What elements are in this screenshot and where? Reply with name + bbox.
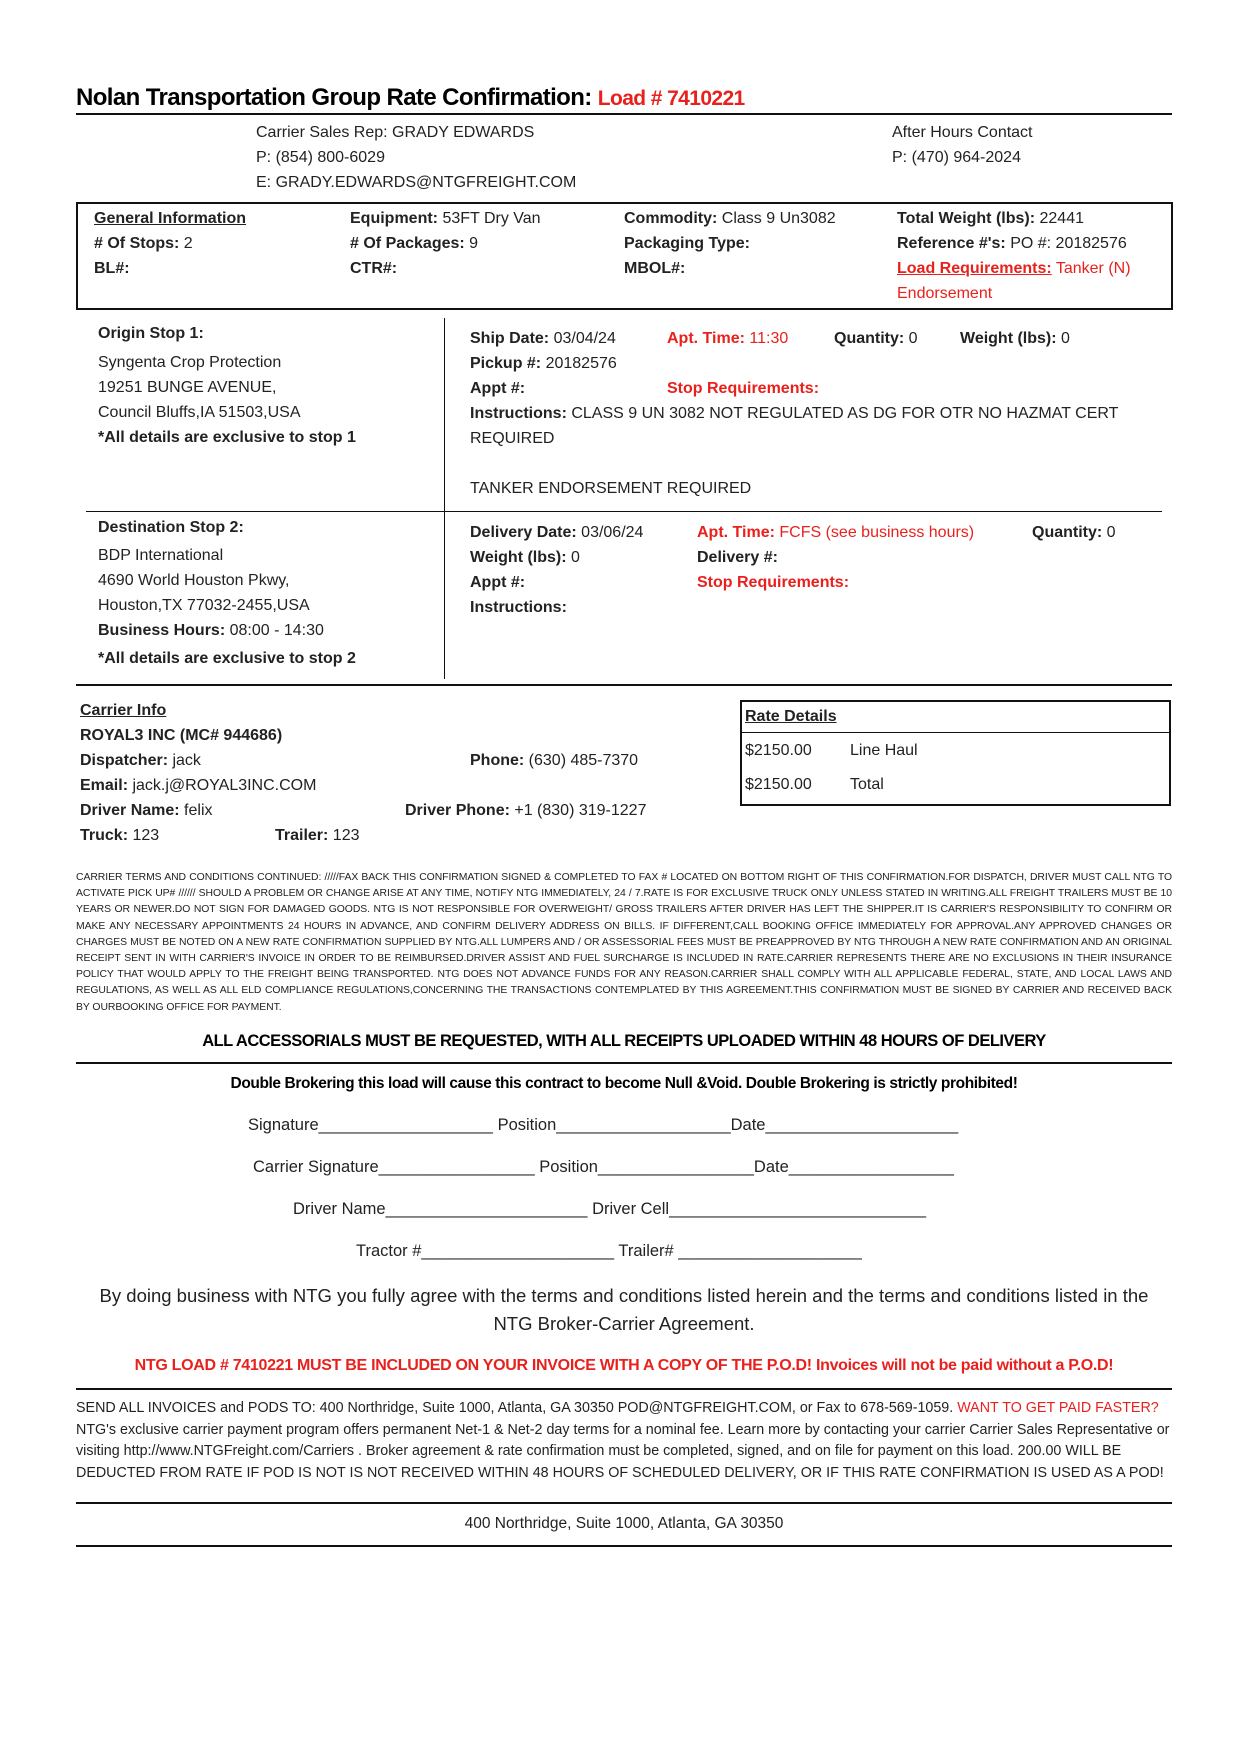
origin-name: Syngenta Crop Protection	[98, 354, 282, 371]
signature-line-4[interactable]: Tractor #_____________________ Trailer# ____________________	[356, 1242, 862, 1260]
delivery-date-label: Delivery Date:	[470, 524, 577, 541]
driver-name-label: Driver Name:	[80, 802, 180, 819]
double-brokering-notice: Double Brokering this load will cause this contract to become Null &Void. Double Brokering is strictly prohibited!	[230, 1075, 1018, 1092]
after-hours-label: After Hours Contact	[892, 124, 1033, 141]
destination-apt-time-label: Apt. Time:	[697, 524, 775, 541]
total-weight	[897, 210, 1084, 228]
footer-divider-top	[76, 1502, 1172, 1504]
accessorials-divider	[76, 1062, 1172, 1064]
pickup-number	[470, 355, 617, 373]
ship-date-value: 03/04/24	[549, 330, 616, 347]
carrier-phone-value: (630) 485-7370	[524, 752, 639, 769]
commodity	[624, 210, 836, 228]
origin-address2: Council Bluffs,IA 51503,USA	[98, 404, 301, 421]
destination-quantity-value: 0	[1102, 524, 1116, 541]
rate-heading-divider	[740, 732, 1171, 733]
origin-instructions	[470, 405, 1118, 423]
reference-label: Reference #'s:	[897, 235, 1006, 252]
destination-appt-label: Appt #:	[470, 574, 526, 591]
page-title	[76, 84, 745, 112]
commodity-value: Class 9 Un3082	[717, 210, 836, 227]
destination-quantity	[1032, 524, 1116, 542]
stops-label: # Of Stops:	[94, 235, 180, 252]
sales-rep-phone: P: (854) 800-6029	[256, 149, 385, 166]
origin-apt-time-value: 11:30	[744, 330, 789, 347]
packaging-type-label: Packaging Type:	[624, 235, 750, 252]
mbol-label: MBOL#:	[624, 260, 686, 277]
stops-divider-vertical	[444, 318, 445, 679]
sales-rep-email: E: GRADY.EDWARDS@NTGFREIGHT.COM	[256, 174, 577, 191]
load-requirements-line2: Endorsement	[897, 285, 993, 302]
stops-value: 2	[179, 235, 193, 252]
origin-instructions-line2: REQUIRED	[470, 430, 555, 447]
carrier-phone-label: Phone:	[470, 752, 525, 769]
origin-quantity	[834, 330, 918, 348]
carrier-email	[80, 777, 316, 795]
load-requirements	[897, 260, 1131, 278]
truck-label: Truck:	[80, 827, 129, 844]
total-amount: $2150.00	[745, 776, 812, 793]
delivery-date	[470, 524, 643, 542]
origin-instructions-value: CLASS 9 UN 3082 NOT REGULATED AS DG FOR OTR NO HAZMAT CERT	[566, 405, 1119, 422]
title-divider	[76, 113, 1172, 115]
destination-weight	[470, 549, 580, 567]
reference-value: PO #: 20182576	[1005, 235, 1127, 252]
origin-quantity-label: Quantity:	[834, 330, 905, 347]
driver-name-value: felix	[179, 802, 213, 819]
carrier-name: ROYAL3 INC (MC# 944686)	[80, 727, 283, 744]
delivery-number-label: Delivery #:	[697, 549, 778, 566]
origin-address1: 19251 BUNGE AVENUE,	[98, 379, 277, 396]
origin-heading: Origin Stop 1:	[98, 325, 204, 342]
ctr-label: CTR#:	[350, 260, 398, 277]
rate-details-heading: Rate Details	[745, 708, 837, 725]
destination-quantity-label: Quantity:	[1032, 524, 1103, 541]
footer-divider-bottom	[76, 1545, 1172, 1547]
total-weight-label: Total Weight (lbs):	[897, 210, 1036, 227]
ship-date-label: Ship Date:	[470, 330, 550, 347]
footer-address: 400 Northridge, Suite 1000, Atlanta, GA 30350	[464, 1515, 784, 1532]
load-requirements-value: Tanker (N)	[1051, 260, 1131, 277]
driver-phone-label: Driver Phone:	[405, 802, 510, 819]
line-haul-amount: $2150.00	[745, 742, 812, 759]
origin-weight	[960, 330, 1070, 348]
footer-rest-text: NTG's exclusive carrier payment program offers permanent Net-1 & Net-2 day terms for a nominal fee. Learn more by contacting your carrier Carrier Sales Representative or visiting http://www.NTGFreight.com/Carriers . Broker agreement & rate confirmation must be completed, signed, and on file for payment on this load. 200.00 WILL BE DEDUCTED FROM RATE IF POD IS NOT IS NOT RECEIVED WITHIN 48 HOURS OF SCHEDULED DELIVERY, OR IF THIS RATE CONFIRMATION IS USED AS A POD!	[76, 1421, 1170, 1481]
trailer-label: Trailer:	[275, 827, 329, 844]
title-text: Nolan Transportation Group Rate Confirmation:	[76, 84, 592, 111]
destination-apt-time	[697, 524, 974, 542]
load-number: Load # 7410221	[597, 87, 745, 110]
dispatcher	[80, 752, 201, 770]
carrier-phone	[470, 752, 638, 770]
business-hours	[98, 622, 324, 640]
sales-rep: Carrier Sales Rep: GRADY EDWARDS	[256, 124, 535, 141]
truck	[80, 827, 159, 845]
business-hours-label: Business Hours:	[98, 622, 226, 639]
pickup-value: 20182576	[541, 355, 617, 372]
footer-paid-faster: WANT TO GET PAID FASTER?	[957, 1400, 1159, 1416]
destination-address1: 4690 World Houston Pkwy,	[98, 572, 290, 589]
origin-note: *All details are exclusive to stop 1	[98, 429, 356, 446]
driver-phone	[405, 802, 646, 820]
after-hours-phone: P: (470) 964-2024	[892, 149, 1021, 166]
reference-numbers	[897, 235, 1127, 253]
carrier-email-label: Email:	[80, 777, 129, 794]
dispatcher-value: jack	[168, 752, 201, 769]
origin-instructions-label: Instructions:	[470, 405, 567, 422]
packages-label: # Of Packages:	[350, 235, 465, 252]
footer-instructions	[76, 1398, 1172, 1484]
dispatcher-label: Dispatcher:	[80, 752, 169, 769]
destination-heading: Destination Stop 2:	[98, 519, 244, 536]
business-hours-value: 08:00 - 14:30	[225, 622, 324, 639]
stops-bottom-divider	[76, 684, 1172, 686]
bl-label: BL#:	[94, 260, 130, 277]
equipment-label: Equipment:	[350, 210, 438, 227]
origin-appt-label: Appt #:	[470, 380, 526, 397]
commodity-label: Commodity:	[624, 210, 718, 227]
carrier-heading: Carrier Info	[80, 702, 167, 719]
line-haul-label: Line Haul	[850, 742, 918, 759]
truck-value: 123	[128, 827, 160, 844]
origin-instructions-line3: TANKER ENDORSEMENT REQUIRED	[470, 480, 752, 497]
equipment-value: 53FT Dry Van	[438, 210, 541, 227]
destination-address2: Houston,TX 77032-2455,USA	[98, 597, 310, 614]
load-requirements-label: Load Requirements:	[897, 260, 1052, 277]
destination-apt-time-value: FCFS (see business hours)	[774, 524, 975, 541]
agreement-text: By doing business with NTG you fully agree with the terms and conditions listed herein and the terms and conditions listed in the NTG Broker-Carrier Agreement.	[99, 1285, 1149, 1334]
destination-note: *All details are exclusive to stop 2	[98, 650, 356, 667]
destination-name: BDP International	[98, 547, 224, 564]
pickup-label: Pickup #:	[470, 355, 542, 372]
packages-value: 9	[464, 235, 479, 252]
driver-phone-value: +1 (830) 319-1227	[509, 802, 647, 819]
footer-send-text: SEND ALL INVOICES and PODS TO: 400 Northridge, Suite 1000, Atlanta, GA 30350 POD@NTGFREIGHT.COM, or Fax to 678-569-1059.	[76, 1400, 954, 1416]
total-label: Total	[850, 776, 884, 793]
delivery-date-value: 03/06/24	[576, 524, 644, 541]
stop-divider	[86, 511, 1162, 512]
general-info-heading: General Information	[94, 210, 247, 227]
terms-and-conditions: CARRIER TERMS AND CONDITIONS CONTINUED: /////FAX BACK THIS CONFIRMATION SIGNED & COMPLETED TO FAX # LOCATED ON BOTTOM RIGHT OF THIS CONFIRMATION.FOR DISPATCH, DRIVER MUST CALL NTG TO ACTIVATE PICK UP# ////// SHOULD A PROBLEM OR CHANGE ARISE AT ANY TIME, NOTIFY NTG IMMEDIATELY, 24 / 7.RATE IS FOR EXCLUSIVE TRUCK ONLY UNLESS STATED IN WRITING.ALL FREIGHT TRAILERS MUST BE 10 YEARS OR NEWER.DO NOT SIGN FOR DAMAGED GOODS. NTG IS NOT RESPONSIBLE FOR OVERWEIGHT/ GROSS TRAILERS AFTER DRIVER HAS LEFT THE SHIPPER.IT IS CARRIER'S RESPONSIBILITY TO CONFIRM OR MAKE ANY NECESSARY APPOINTMENTS 24 HOURS IN ADVANCE, AND CONFIRM DELIVERY ADDRESS ON BILLS. IF DIFFERENT,CALL BOOKING OFFICE IMMEDIATELY FOR APPROVAL.ANY APPROVED CHANGES OR CHARGES MUST BE NOTED ON A NEW RATE CONFIRMATION SUPPLIED BY NTG.ALL LUMPERS AND / OR ASSESSORIAL FEES MUST BE PREAPPROVED BY NTG THROUGH A NEW RATE CONFIRMATION AND AN ORIGINAL RECEIPT SENT IN WITH CARRIER'S INVOICE IN ORDER TO BE REIMBURSED.DRIVER ASSIST AND FUEL SURCHARGE IS INCLUDED IN RATE.CARRIER REPRESENTS THERE ARE NO EXCLUSIONS IN THEIR INSURANCE POLICY THAT WOULD APPLY TO THE FREIGHT BEING TRANSPORTED. NTG DOES NOT ADVANCE FUNDS FOR ANY REASON.CARRIER SHALL COMPLY WITH ALL APPLICABLE FEDERAL, STATE, AND LOCAL LAWS AND REGULATIONS, AS WELL AS ALL ELD COMPLIANCE REGULATIONS,CONCERNING THE TRANSACTIONS CONTEMPLATED BY THIS AGREEMENT.THIS CONFIRMATION MUST BE SIGNED BY CARRIER AND RECEIVED BACK BY OURBOOKING OFFICE FOR PAYMENT.	[76, 872, 1172, 1013]
origin-quantity-value: 0	[904, 330, 918, 347]
signature-line-3[interactable]: Driver Name______________________ Driver Cell____________________________	[293, 1200, 927, 1218]
signature-line-2[interactable]: Carrier Signature_________________ Position_________________Date__________________	[253, 1158, 954, 1176]
destination-instructions-label: Instructions:	[470, 599, 567, 616]
carrier-email-value: jack.j@ROYAL3INC.COM	[128, 777, 317, 794]
ship-date	[470, 330, 616, 348]
destination-weight-value: 0	[566, 549, 580, 566]
invoice-divider	[76, 1388, 1172, 1390]
driver-name	[80, 802, 213, 820]
origin-weight-label: Weight (lbs):	[960, 330, 1057, 347]
origin-stop-requirements-label: Stop Requirements:	[667, 380, 820, 397]
trailer	[275, 827, 360, 845]
destination-weight-label: Weight (lbs):	[470, 549, 567, 566]
origin-weight-value: 0	[1056, 330, 1070, 347]
packages	[350, 235, 478, 253]
accessorials-notice: ALL ACCESSORIALS MUST BE REQUESTED, WITH ALL RECEIPTS UPLOADED WITHIN 48 HOURS OF DELIVERY	[202, 1032, 1046, 1050]
trailer-value: 123	[328, 827, 360, 844]
origin-apt-time	[667, 330, 788, 348]
stops-count	[94, 235, 193, 253]
destination-stop-requirements-label: Stop Requirements:	[697, 574, 850, 591]
total-weight-value: 22441	[1035, 210, 1084, 227]
signature-line-1[interactable]: Signature___________________ Position___________________Date_____________________	[248, 1116, 959, 1134]
invoice-notice: NTG LOAD # 7410221 MUST BE INCLUDED ON YOUR INVOICE WITH A COPY OF THE P.O.D! Invoices will not be paid without a P.O.D!	[134, 1357, 1114, 1374]
origin-apt-time-label: Apt. Time:	[667, 330, 745, 347]
equipment	[350, 210, 541, 228]
